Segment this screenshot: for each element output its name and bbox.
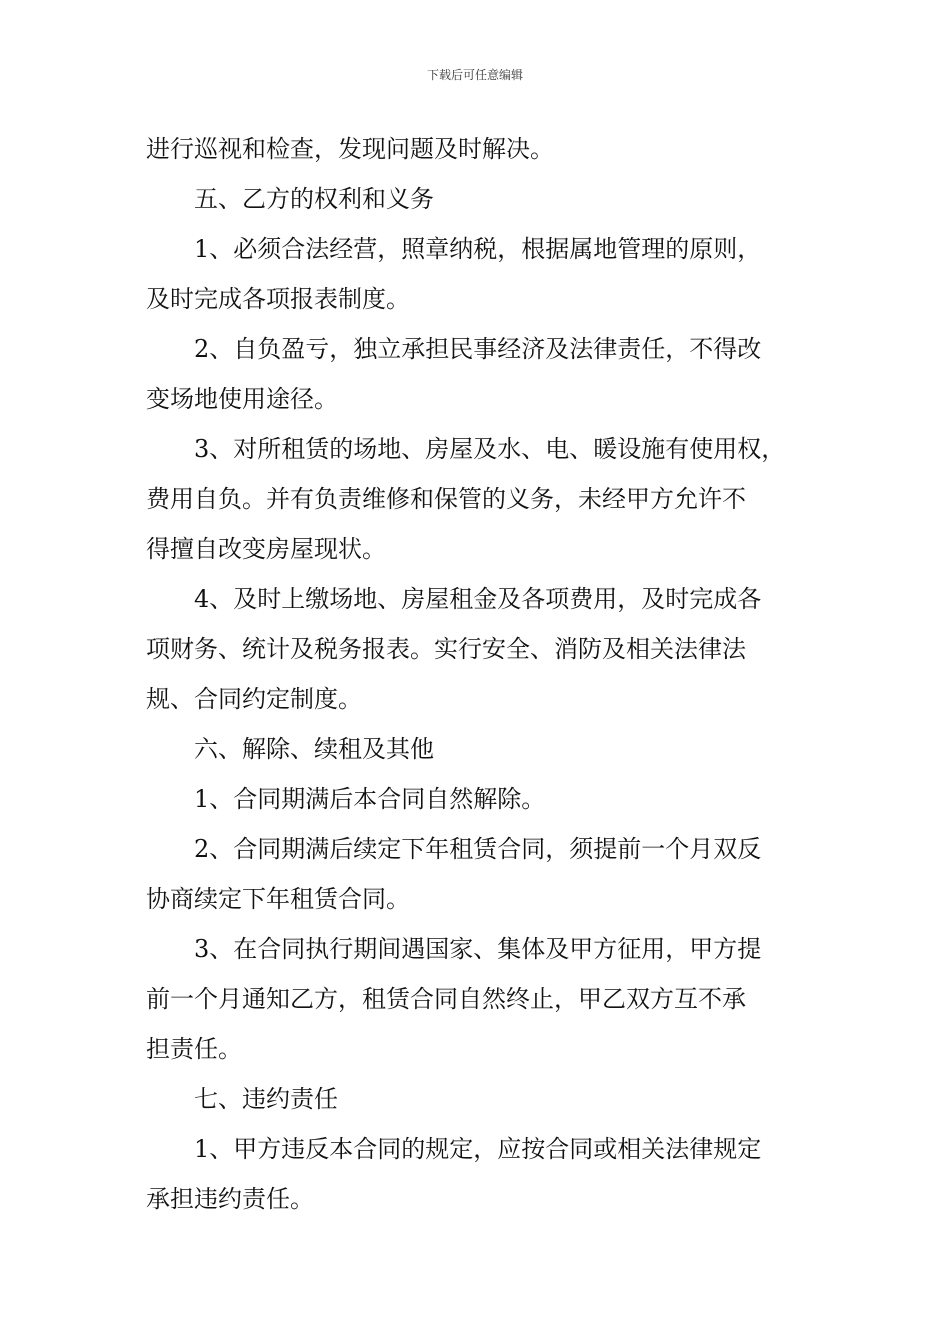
paragraph-line: 1、甲方违反本合同的规定，应按合同或相关法律规定 [194,1135,762,1163]
paragraph-line: 1、必须合法经营，照章纳税，根据属地管理的原则， [194,235,762,263]
paragraph-line: 协商续定下年租赁合同。 [146,885,410,913]
paragraph-line: 得擅自改变房屋现状。 [146,535,386,563]
section-heading-7: 七、违约责任 [194,1085,338,1113]
paragraph-line: 1、合同期满后本合同自然解除。 [194,785,546,813]
paragraph-line: 变场地使用途径。 [146,385,338,413]
paragraph-line: 2、合同期满后续定下年租赁合同，须提前一个月双反 [194,835,762,863]
section-heading-6: 六、解除、续租及其他 [194,735,434,763]
paragraph-line: 3、在合同执行期间遇国家、集体及甲方征用，甲方提 [194,935,762,963]
page-header: 下载后可任意编辑 [426,68,523,82]
paragraph-line: 项财务、统计及税务报表。实行安全、消防及相关法律法 [146,635,746,663]
document-body [146,124,810,1224]
paragraph-line: 2、自负盈亏，独立承担民事经济及法律责任，不得改 [194,335,762,363]
paragraph-line: 进行巡视和检查，发现问题及时解决。 [146,135,554,163]
paragraph-line: 前一个月通知乙方，租赁合同自然终止，甲乙双方互不承 [146,985,746,1013]
paragraph-line: 承担违约责任。 [146,1185,314,1213]
paragraph-line: 4、及时上缴场地、房屋租金及各项费用，及时完成各 [194,585,762,613]
section-heading-5: 五、乙方的权利和义务 [194,185,434,213]
paragraph-line: 3、对所租赁的场地、房屋及水、电、暖设施有使用权， [194,435,786,463]
paragraph-line: 担责任。 [146,1035,242,1063]
paragraph-line: 及时完成各项报表制度。 [146,285,410,313]
paragraph-line: 费用自负。并有负责维修和保管的义务，未经甲方允许不 [146,485,746,513]
paragraph-line: 规、合同约定制度。 [146,685,362,713]
